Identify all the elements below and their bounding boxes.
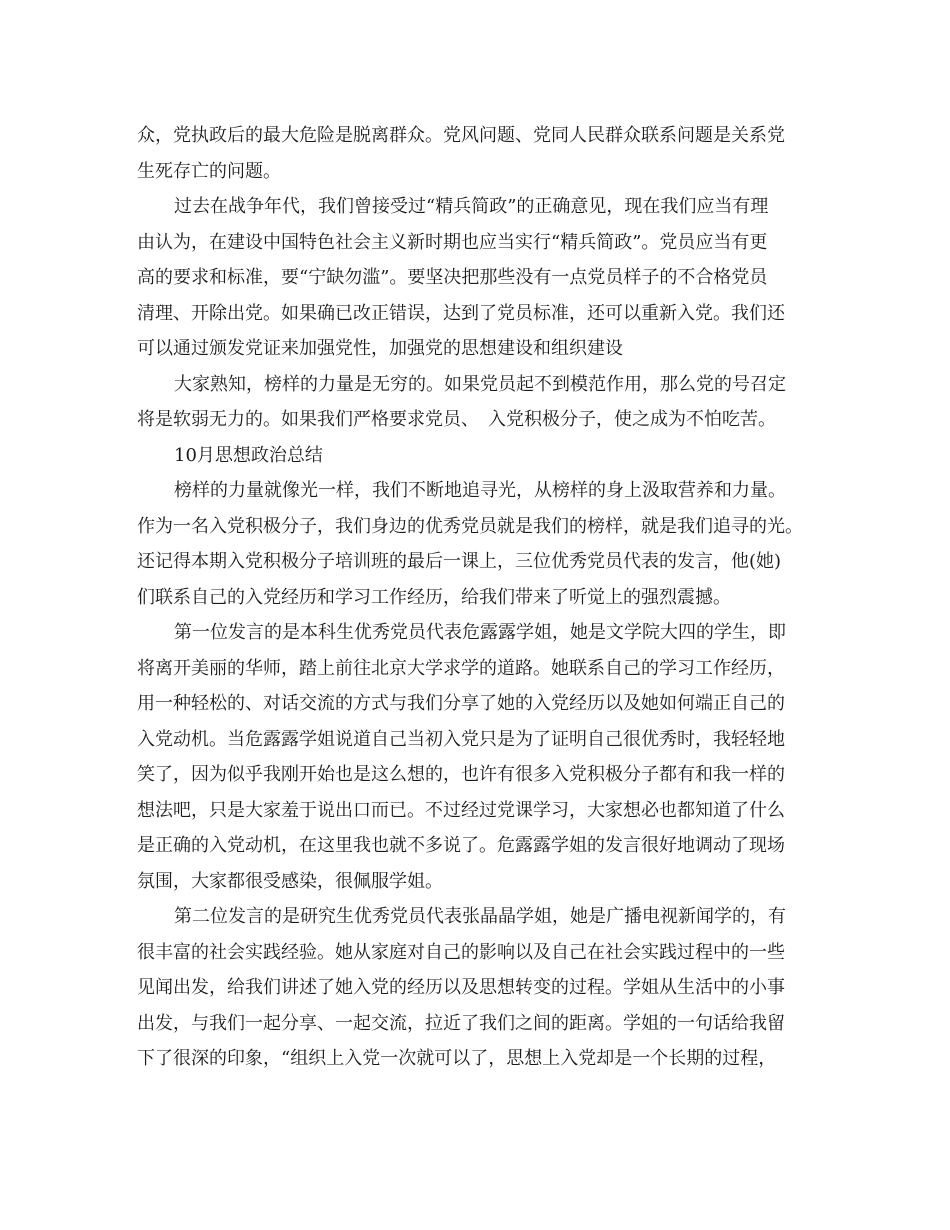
text-line: 可以通过颁发党证来加强党性，加强党的思想建设和组织建设 [137, 338, 623, 359]
text-line: 是正确的入党动机，在这里我也就不多说了。危露露学姐的发言很好地调动了现场 [137, 835, 785, 856]
text-line: 清理、开除出党。如果确已改正错误，达到了党员标准，还可以重新入党。我们还 [137, 302, 785, 324]
text-line: 高的要求和标准，要“宁缺勿滥”。要坚决把那些没有一点党员样子的不合格党员 [137, 267, 768, 288]
text-line: 由认为，在建设中国特色社会主义新时期也应当实行“精兵简政”。党员应当有更 [137, 231, 768, 253]
text-line: 们联系自己的入党经历和学习工作经历，给我们带来了听觉上的强烈震撼。 [137, 586, 731, 608]
text-line: 榜样的力量就像光一样，我们不断地追寻光，从榜样的身上汲取营养和力量。 [174, 480, 786, 501]
text-line: 10月思想政治总结 [174, 444, 323, 466]
text-line: 很丰富的社会实践经验。她从家庭对自己的影响以及自己在社会实践过程中的一些 [137, 941, 785, 963]
text-line: 笑了，因为似乎我刚开始也是这么想的，也许有很多入党积极分子都有和我一样的 [137, 764, 785, 785]
text-line: 大家熟知，榜样的力量是无穷的。如果党员起不到模范作用，那么党的号召定 [174, 373, 786, 395]
text-line: 想法吧，只是大家羞于说出口而已。不过经过党课学习，大家想必也都知道了什么 [137, 799, 785, 821]
text-line: 氛围，大家都很受感染，很佩服学姐。 [137, 870, 443, 892]
text-line: 第二位发言的是研究生优秀党员代表张晶晶学姐，她是广播电视新闻学的，有 [174, 906, 786, 927]
text-line: 下了很深的印象，“组织上入党一次就可以了，思想上入党却是一个长期的过程， [137, 1048, 777, 1069]
text-line: 将离开美丽的华师，踏上前往北京大学求学的道路。她联系自己的学习工作经历， [137, 657, 785, 679]
text-line: 将是软弱无力的。如果我们严格要求党员、 入党积极分子，使之成为不怕吃苦。 [137, 409, 776, 430]
text-line: 生死存亡的问题。 [137, 160, 281, 182]
text-line: 过去在战争年代，我们曾接受过“精兵简政”的正确意见，现在我们应当有理 [174, 196, 769, 217]
text-line: 用一种轻松的、对话交流的方式与我们分享了她的入党经历以及她如何端正自己的 [137, 693, 785, 714]
text-line: 出发，与我们一起分享、一起交流，拉近了我们之间的距离。学姐的一句话给我留 [137, 1012, 785, 1034]
document-body [137, 118, 817, 1077]
text-line: 众，党执政后的最大危险是脱离群众。党风问题、党同人民群众联系问题是关系党 [137, 125, 785, 146]
text-line: 第一位发言的是本科生优秀党员代表危露露学姐，她是文学院大四的学生，即 [174, 622, 786, 643]
text-line: 入党动机。当危露露学姐说道自己当初入党只是为了证明自己很优秀时，我轻轻地 [137, 728, 785, 750]
text-line: 见闻出发，给我们讲述了她入党的经历以及思想转变的过程。学姐从生活中的小事 [137, 977, 785, 998]
text-line: 作为一名入党积极分子，我们身边的优秀党员就是我们的榜样，就是我们追寻的光。 [137, 515, 803, 537]
text-line: 还记得本期入党积极分子培训班的最后一课上，三位优秀党员代表的发言，他(她) [137, 551, 782, 572]
